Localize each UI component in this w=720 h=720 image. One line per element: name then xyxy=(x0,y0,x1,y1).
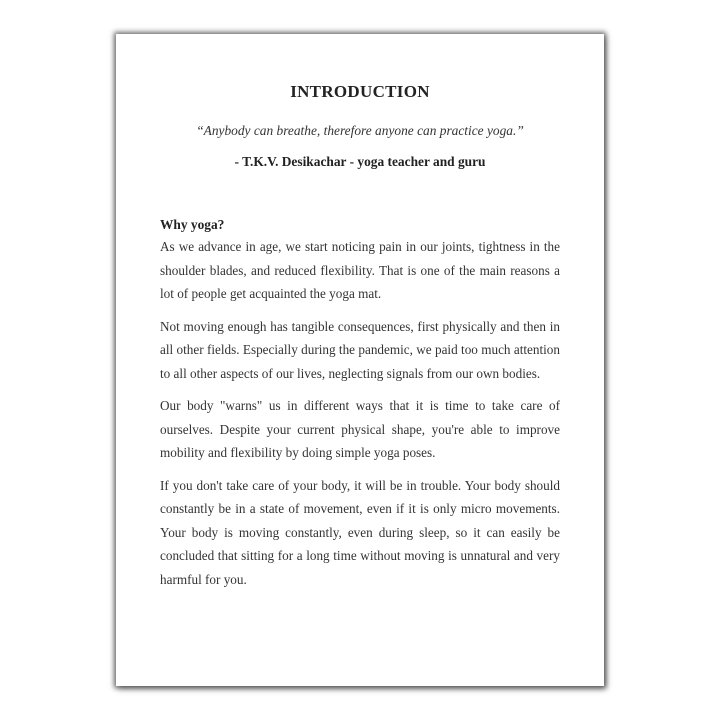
section-heading: Why yoga? xyxy=(160,217,225,232)
epigraph-quote: “Anybody can breathe, therefore anyone can practice yoga.” xyxy=(196,123,524,138)
document-page xyxy=(116,34,604,686)
body-paragraph-4: If you don't take care of your body, it will be in trouble. Your body should constantly be in a state of movement, even if it is only micro movements. Your body is moving constantly, even during sleep, so it can easily be concluded that sitting for a long time without moving is unnatural and very harmful for you. xyxy=(160,477,560,587)
page-title: INTRODUCTION xyxy=(290,82,430,101)
body-paragraph-2: Not moving enough has tangible consequences, first physically and then in all other fields. Especially during the pandemic, we paid too much attention to all other aspects of our lives, neglecting signals from our own bodies. xyxy=(160,318,560,381)
body-paragraph-3: Our body "warns" us in different ways that it is time to take care of ourselves. Despite your current physical shape, you're able to improve mobility and flexibility by doing simple yoga poses. xyxy=(160,398,560,460)
body-paragraph-1: As we advance in age, we start noticing pain in our joints, tightness in the shoulder blades, and reduced flexibility. That is one of the main reasons a lot of people get acquainted the yoga mat. xyxy=(160,239,560,301)
quote-attribution: - T.K.V. Desikachar - yoga teacher and guru xyxy=(234,154,486,169)
